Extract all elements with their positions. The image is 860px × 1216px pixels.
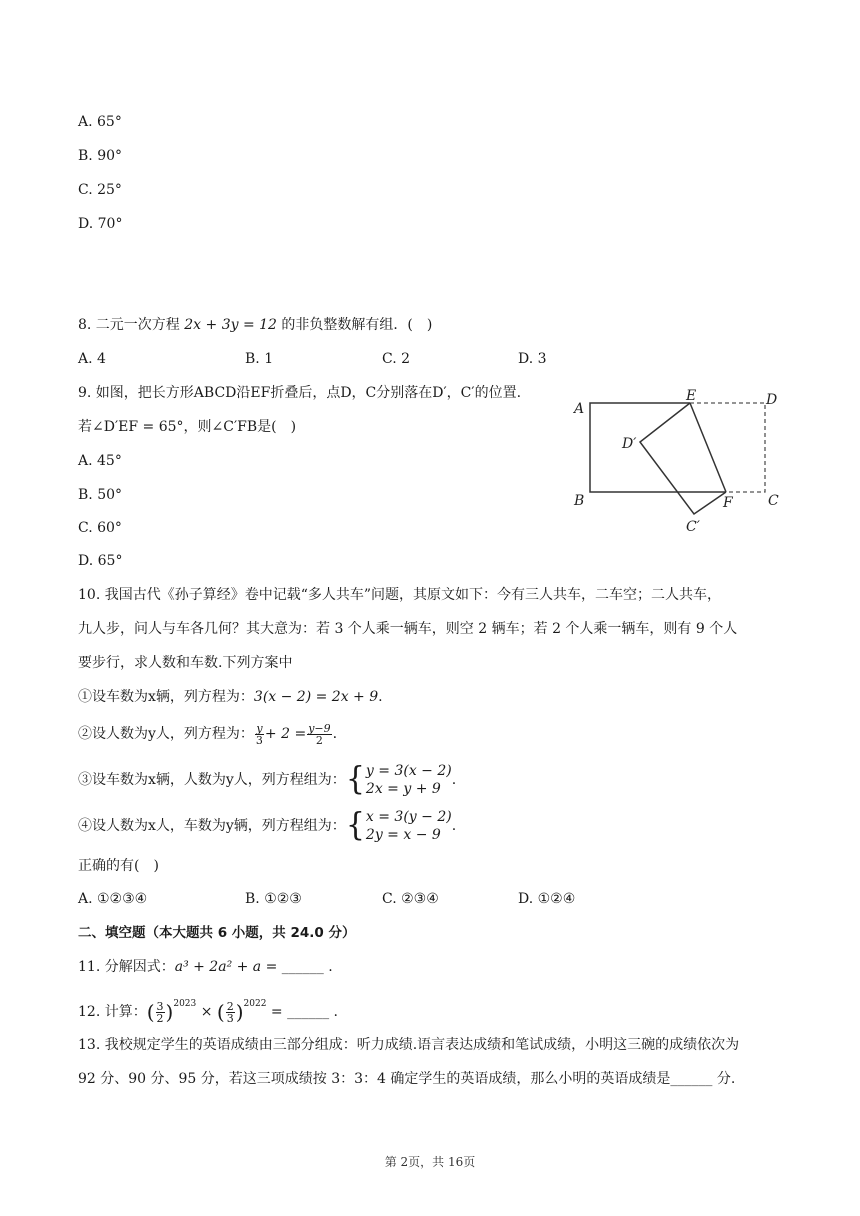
s3-eq1: y = 3(x − 2) [365, 763, 452, 779]
q10-stem-line1: 10. 我国古代《孙子算经》卷中记载“多人共车”问题，其原文如下：今有三人共车，二车空；二人共车， [78, 587, 722, 603]
s2-frac1-num: y [256, 721, 263, 735]
q10-statement-1 [78, 687, 383, 707]
label-c: C [768, 493, 779, 509]
q10-statement-4 [78, 806, 456, 846]
label-b: B [574, 493, 585, 509]
q9-stem-line1: 9. 如图，把长方形ABCD沿EF折叠后，点D，C分别落在D′，C′的位置. [78, 385, 522, 401]
label-f: F [723, 495, 733, 511]
q8-number: 8. [78, 317, 92, 333]
q8-text-b: 的非负整数解有组．( ) [276, 317, 433, 333]
q11-end: . [328, 959, 333, 975]
q12-times: × [196, 1004, 217, 1020]
s2-middle: + 2 = [264, 726, 307, 742]
q11-expression: a³ + 2a² + a = [174, 959, 278, 975]
q9-option-b: B. 50° [78, 487, 123, 503]
s2-fraction-2 [307, 723, 331, 746]
q8-text-a: 二元一次方程 [91, 317, 185, 333]
q10-option-b: B. ①②③ [245, 891, 302, 907]
q10-option-c: C. ②③④ [382, 891, 439, 907]
q12-f1-den: 2 [156, 1011, 164, 1025]
s4-text: ④设人数为x人，车数为y辆，列方程组为： [78, 818, 346, 834]
q7-option-a: A. 65° [78, 114, 122, 130]
s2-fraction-1 [255, 723, 264, 746]
q7-option-c: C. 25° [78, 182, 122, 198]
q12: 12. 计算：( $\frac{3}{2}$ )$^{2023}$ × ( $\frac{2}{3}$ )$^{2022}$ = ______ . [78, 999, 338, 1025]
q8-option-c: C. 2 [382, 351, 411, 367]
section-heading: 二、填空题（本大题共 6 小题，共 24.0 分） [78, 925, 356, 941]
s1-equation: 3(x − 2) = 2x + 9 [253, 689, 379, 705]
rect-dashed-edges [690, 403, 765, 492]
q13-line2: 92 分、90 分、95 分，若这三项成绩按 3：3：4 确定学生的英语成绩，那么小明的英语成绩是______ 分. [78, 1071, 736, 1087]
q10-statement-2 [78, 720, 337, 748]
s2-frac1-den: 3 [255, 733, 263, 747]
q9-option-c: C. 60° [78, 520, 122, 536]
q12-exponent-1: 2023 [173, 999, 197, 1009]
q12-exponent-2: 2022 [243, 999, 267, 1009]
q11-blank: ______ [277, 959, 329, 975]
q8-option-b: B. 1 [245, 351, 274, 367]
s4-eq2: 2y = x − 9 [365, 827, 441, 843]
s4-system [366, 808, 452, 844]
s4-eq1: x = 3(y − 2) [365, 809, 452, 825]
s1-end: . [378, 689, 383, 705]
q12-text: 12. 计算： [78, 1004, 147, 1020]
s2-text: ②设人数为y人，列方程为： [78, 726, 254, 742]
q11 [78, 957, 333, 977]
page-footer: 第 2页，共 16页 [384, 1155, 476, 1169]
q12-end: . [333, 1004, 338, 1020]
s3-end: . [451, 772, 457, 788]
q10-stem-line2: 九人步，问人与车各几何？其大意为：若 3 个人乘一辆车，则空 2 辆车；若 2 个人乘一辆车，则有 9 个人 [78, 621, 738, 637]
label-d: D [766, 392, 778, 408]
q7-option-d: D. 70° [78, 216, 123, 232]
label-e: E [686, 388, 697, 404]
s2-frac2-num: y−9 [308, 721, 331, 735]
s3-brace: { [345, 761, 365, 798]
s3-text: ③设车数为x辆，人数为y人，列方程组为： [78, 772, 346, 788]
label-d-prime: D′ [622, 436, 637, 452]
q10-stem-line3: 要步行，求人数和车数.下列方案中 [78, 655, 293, 671]
q9-folded-rectangle-figure [568, 386, 788, 538]
q9-option-a: A. 45° [78, 453, 122, 469]
q10-option-d: D. ①②④ [518, 891, 576, 907]
label-a: A [574, 401, 585, 417]
label-c-prime: C′ [686, 519, 700, 535]
q12-blank: ______ [287, 1004, 334, 1020]
q10-ask: 正确的有( ) [78, 858, 159, 874]
q8-equation: 2x + 3y = 12 [184, 317, 277, 333]
q8-option-a: A. 4 [78, 351, 106, 367]
s2-end: . [332, 726, 338, 742]
q12-f2-den: 3 [226, 1011, 234, 1025]
q12-fraction-1 [156, 1001, 165, 1024]
s3-eq2: 2x = y + 9 [365, 781, 441, 797]
q7-option-b: B. 90° [78, 148, 123, 164]
s2-frac2-den: 2 [315, 733, 323, 747]
q12-equals: = [266, 1004, 288, 1020]
s4-brace: { [345, 807, 365, 844]
q9-stem-line2: 若∠D′EF = 65°，则∠C′FB是( ) [78, 419, 297, 435]
q9-option-d: D. 65° [78, 553, 123, 569]
fold-line-ef [690, 403, 726, 492]
q12-f1-num: 3 [156, 999, 164, 1013]
q11-text: 11. 分解因式： [78, 959, 175, 975]
q8-stem [78, 315, 432, 335]
s1-text: ①设车数为x辆，列方程为： [78, 689, 254, 705]
q12-fraction-2 [226, 1001, 235, 1024]
s4-end: . [451, 818, 457, 834]
s3-system [366, 762, 452, 798]
q10-statement-3 [78, 760, 456, 800]
q10-option-a: A. ①②③④ [78, 891, 148, 907]
q8-option-d: D. 3 [518, 351, 547, 367]
q13-line1: 13. 我校规定学生的英语成绩由三部分组成：听力成绩.语言表达成绩和笔试成绩，小明这三碗的成绩依次为 [78, 1037, 740, 1053]
rect-solid-edges [590, 403, 726, 492]
q12-f2-num: 2 [226, 999, 234, 1013]
